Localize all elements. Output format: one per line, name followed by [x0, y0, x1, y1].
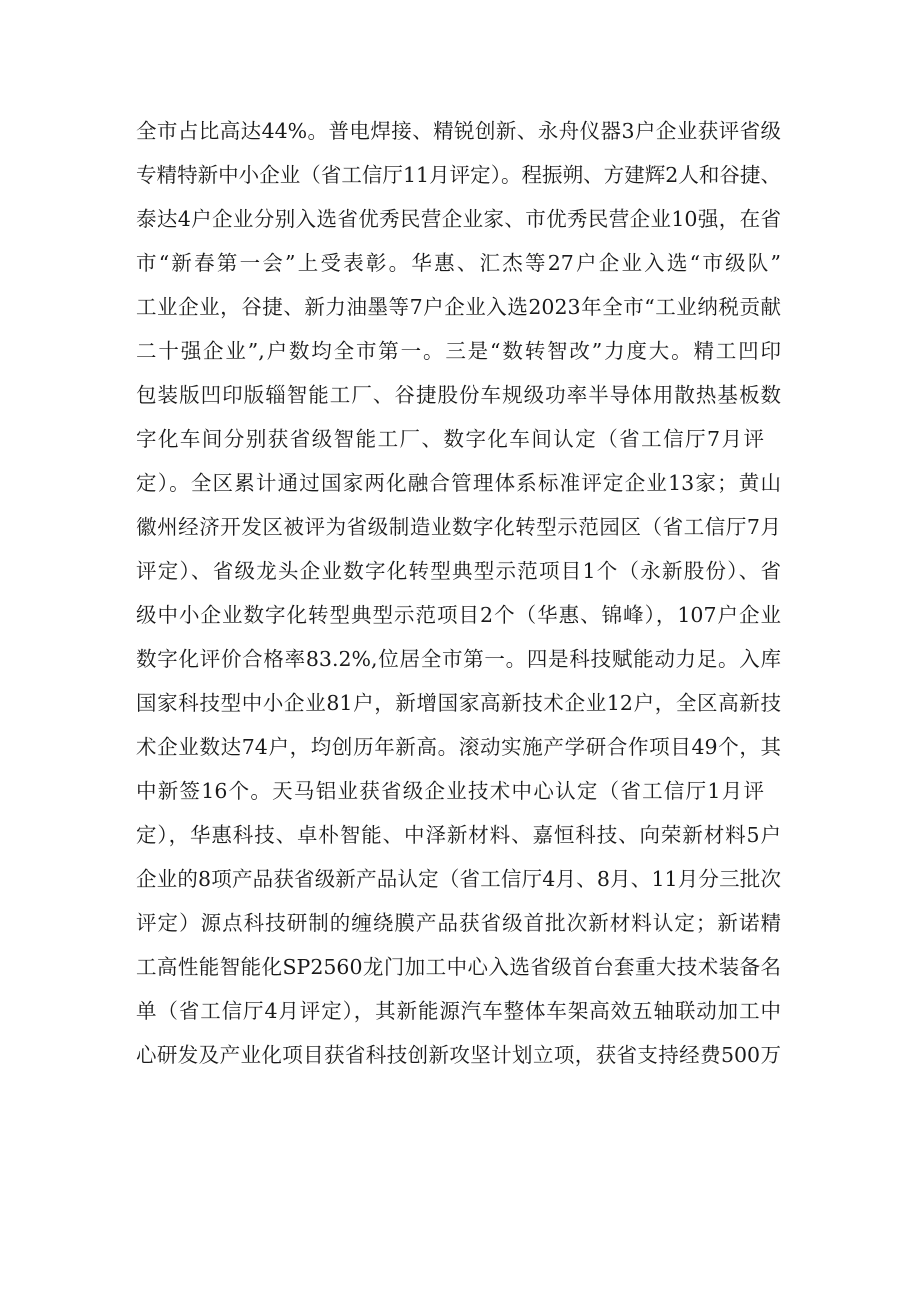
text-line-11: 评定）、省级龙头企业数字化转型典型示范项目1个（永新股份）、省 — [136, 559, 781, 583]
text-line-1: 全市占比高达44%。普电焊接、精锐创新、永舟仪器3户企业获评省级 — [136, 119, 781, 143]
text-line-5: 工业企业，谷捷、新力油墨等7户企业入选2023年全市“工业纳税贡献 — [136, 295, 781, 319]
text-line-7: 包装版凹印版辎智能工厂、谷捷股份车规级功率半导体用散热基板数 — [136, 383, 781, 407]
text-line-17: 定），华惠科技、卓朴智能、中泽新材料、嘉恒科技、向荣新材料5户 — [136, 823, 781, 847]
text-line-12: 级中小企业数字化转型典型示范项目2个（华惠、锦峰），107户企业 — [136, 603, 781, 627]
text-line-9: 定）。全区累计通过国家两化融合管理体系标准评定企业13家；黄山 — [136, 471, 781, 495]
text-line-16: 中新签16个。天马铝业获省级企业技术中心认定（省工信厅1月评 — [136, 779, 764, 803]
text-line-6: 二十强企业”,户数均全市第一。三是“数转智改”力度大。精工凹印 — [136, 339, 781, 363]
text-line-2: 专精特新中小企业（省工信厅11月评定）。程振朔、方建辉2人和谷捷、 — [136, 163, 781, 187]
text-line-15: 术企业数达74户，均创历年新高。滚动实施产学研合作项目49个，其 — [136, 735, 781, 759]
text-line-10: 徽州经济开发区被评为省级制造业数字化转型示范园区（省工信厅7月 — [136, 515, 781, 539]
text-line-22: 心研发及产业化项目获省科技创新攻坚计划立项，获省支持经费500万 — [136, 1043, 781, 1067]
text-line-3: 泰达4户企业分别入选省优秀民营企业家、市优秀民营企业10强，在省 — [136, 207, 781, 231]
text-line-20: 工高性能智能化SP2560龙门加工中心入选省级首台套重大技术装备名 — [136, 955, 781, 979]
text-line-13: 数字化评价合格率83.2%,位居全市第一。四是科技赋能动力足。入库 — [136, 647, 781, 671]
text-line-21: 单（省工信厅4月评定），其新能源汽车整体车架高效五轴联动加工中 — [136, 999, 781, 1023]
text-line-4: 市“新春第一会”上受表彰。华惠、汇杰等27户企业入选“市级队” — [136, 251, 781, 275]
text-line-19: 评定）源点科技研制的缠绕膜产品获省级首批次新材料认定；新诺精 — [136, 911, 781, 935]
text-line-8: 字化车间分别获省级智能工厂、数字化车间认定（省工信厅7月评 — [136, 427, 764, 451]
text-line-14: 国家科技型中小企业81户，新增国家高新技术企业12户，全区高新技 — [136, 691, 781, 715]
text-line-18: 企业的8项产品获省级新产品认定（省工信厅4月、8月、11月分三批次 — [136, 867, 781, 891]
